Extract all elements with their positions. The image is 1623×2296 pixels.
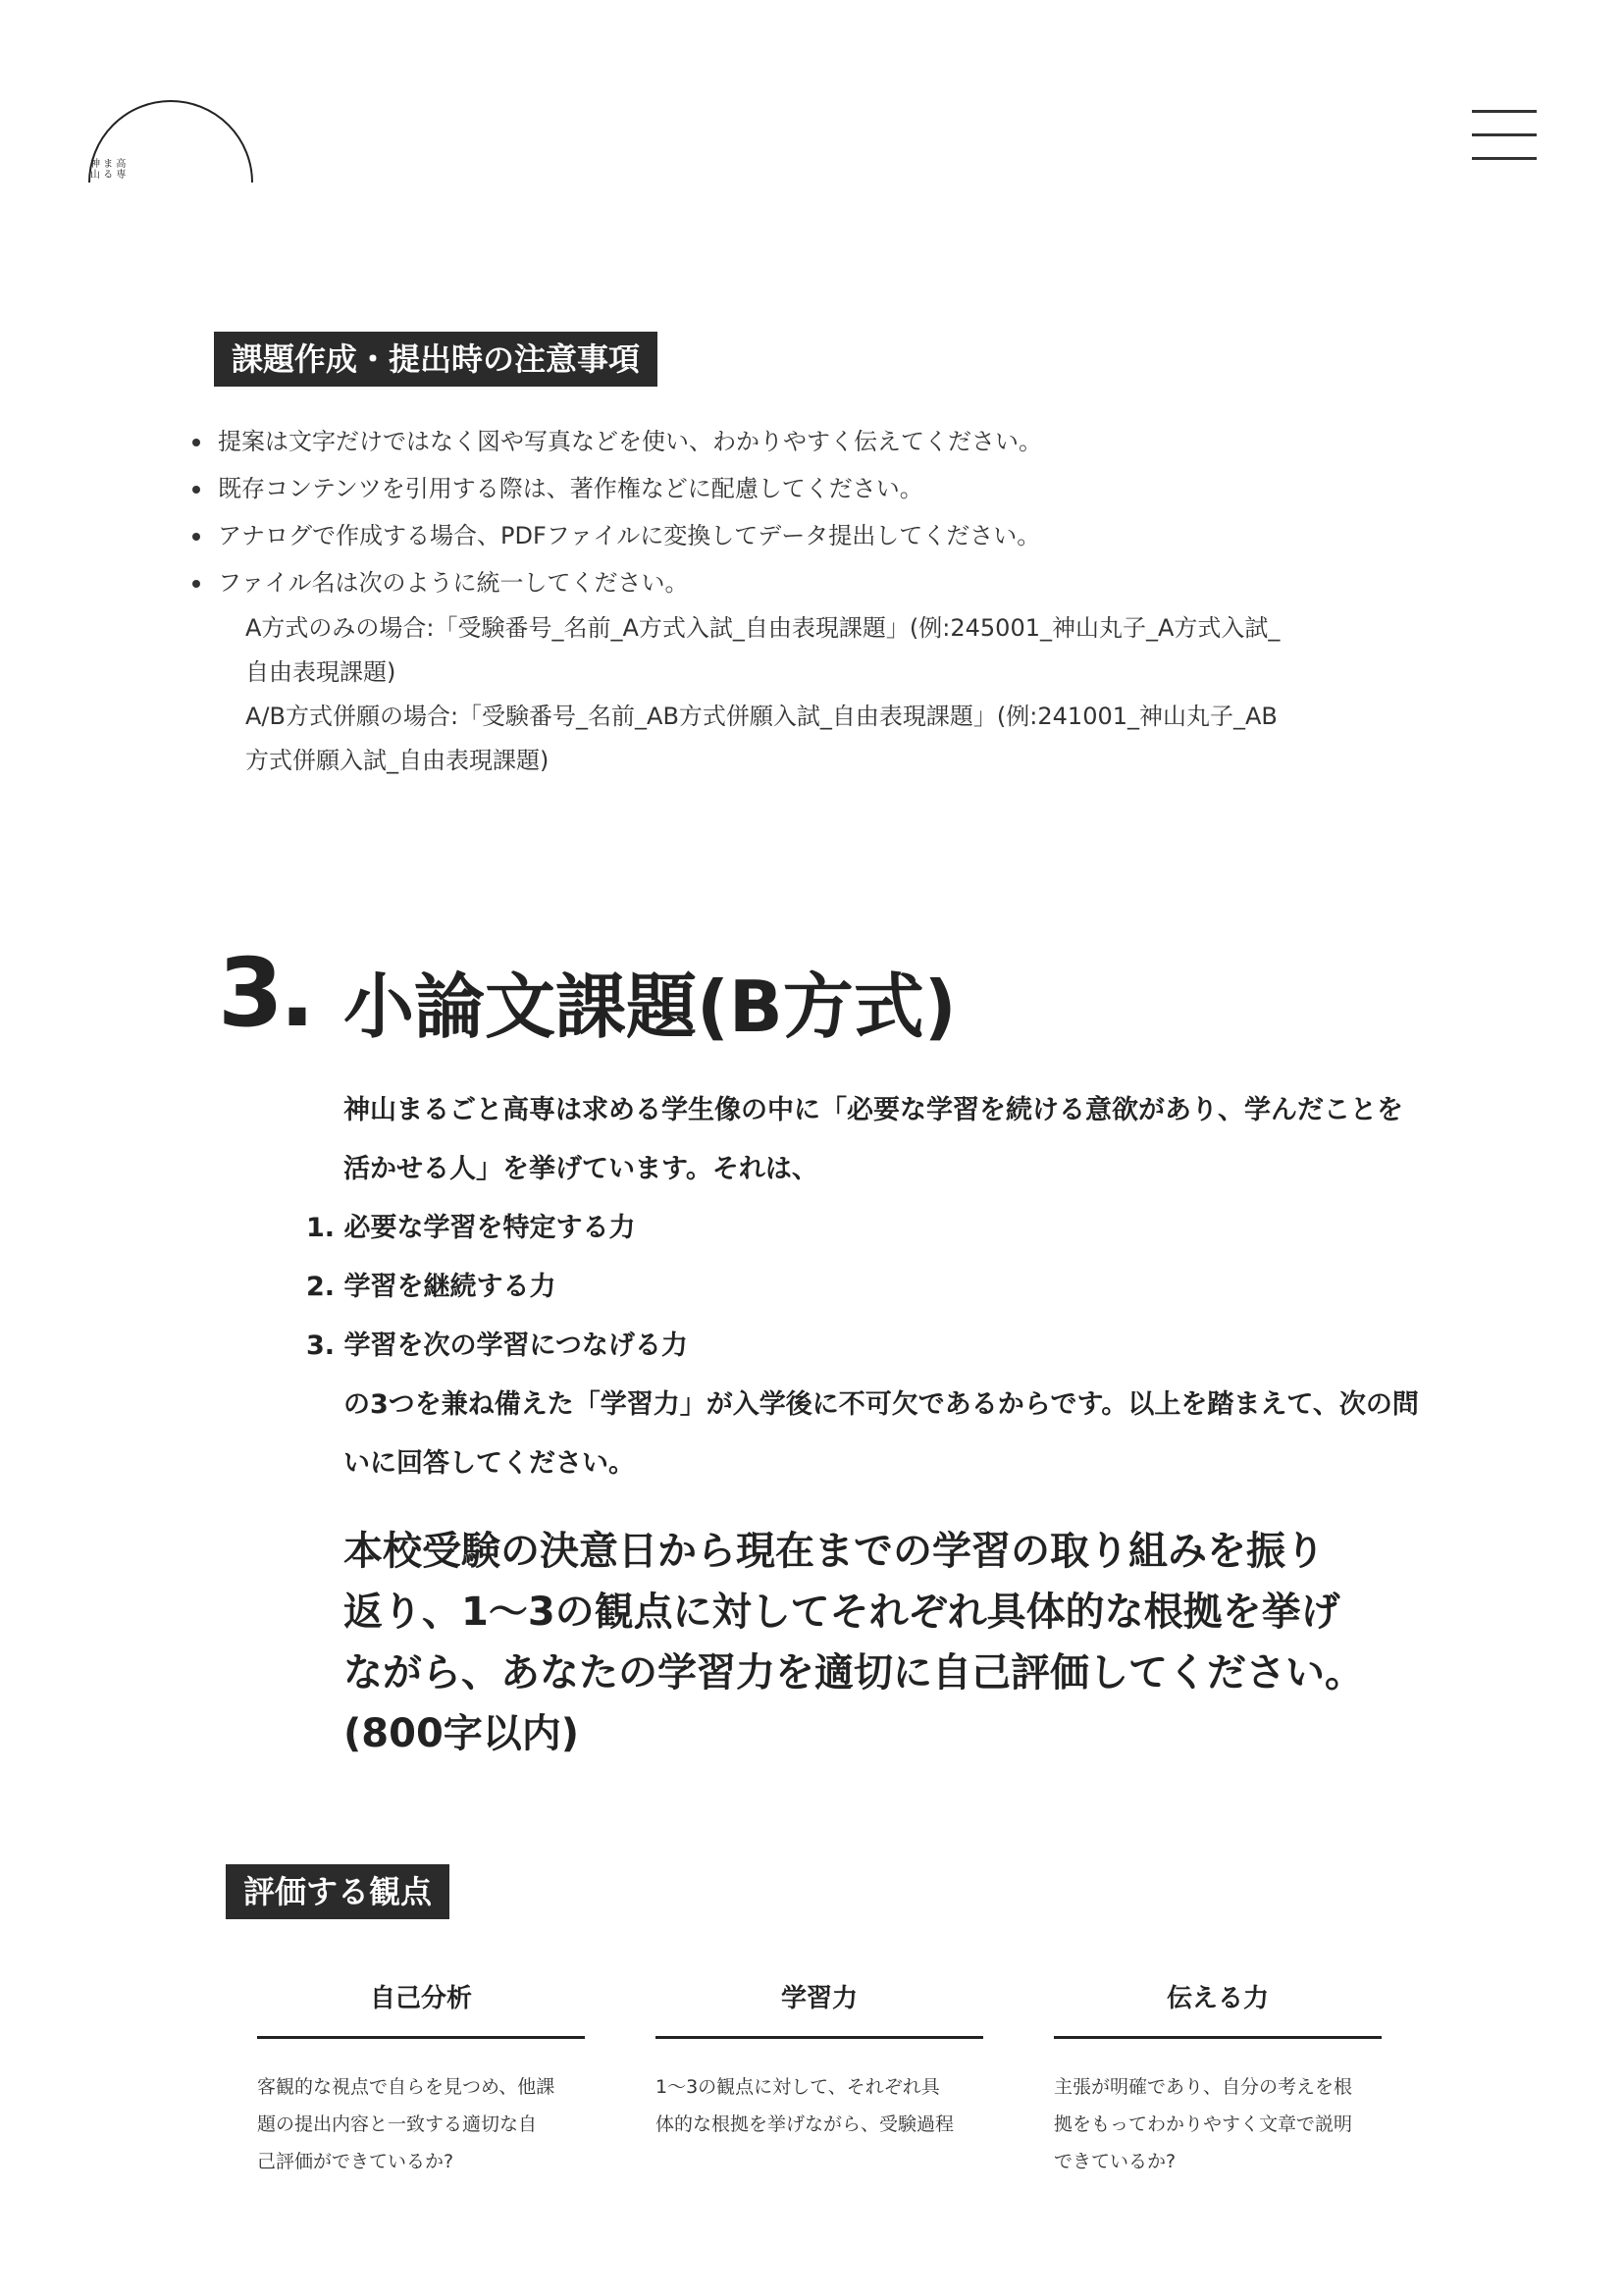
logo-line: 山 る 専 xyxy=(90,170,127,181)
file-rule-line: A方式のみの場合:「受験番号_名前_A方式入試_自由表現課題」(例:245001_神山丸子_A方式入試_ xyxy=(245,614,1281,642)
criteria-line: 客観的な視点で自らを見つめ、他課 xyxy=(257,2076,555,2098)
criteria-heading: 学習力 xyxy=(655,1978,983,2039)
section-after: の3つを兼ね備えた「学習力」が入学後に不可欠であるからです。以上を踏まえて、次の問いに回答してください。 xyxy=(343,1389,1419,1479)
criteria-line: 1〜3の観点に対して、それぞれ具 xyxy=(655,2076,940,2098)
criteria-description xyxy=(1054,2039,1382,2180)
question-line: 本校受験の決意日から現在までの学習の取り組みを振り xyxy=(343,1529,1325,1574)
criteria-heading: 自己分析 xyxy=(257,1978,585,2039)
question-line: 返り、1〜3の観点に対してそれぞれ具体的な根拠を挙げ xyxy=(343,1590,1340,1635)
criteria-heading: 伝える力 xyxy=(1054,1978,1382,2039)
notice-label: 課題作成・提出時の注意事項 xyxy=(214,332,657,387)
criteria-column xyxy=(655,1978,983,2143)
notice-list xyxy=(218,418,1415,783)
logo-text xyxy=(90,159,126,181)
list-item: 提案は文字だけではなく図や写真などを使い、わかりやすく伝えてください。 xyxy=(218,418,1415,465)
criteria-description xyxy=(655,2039,983,2143)
list-item: 1. 必要な学習を特定する力 xyxy=(306,1213,636,1243)
list-item: 2. 学習を継続する力 xyxy=(306,1272,556,1302)
question-line: (800字以内) xyxy=(343,1711,580,1756)
file-rule-line: 自由表現課題) xyxy=(245,658,396,686)
hamburger-menu-icon[interactable] xyxy=(1472,110,1537,161)
section-intro: 神山まるごと高専は求める学生像の中に「必要な学習を続ける意欲があり、学んだことを活かせる人」を挙げています。それは、 xyxy=(343,1095,1403,1184)
criteria-line: 拠をもってわかりやすく文章で説明 xyxy=(1054,2113,1353,2135)
file-rule-line: 方式併願入試_自由表現課題) xyxy=(245,747,550,774)
essay-question xyxy=(343,1521,1423,1764)
logo xyxy=(82,94,259,183)
list-item: 3. 学習を次の学習につなげる力 xyxy=(306,1331,688,1361)
criteria-line: 体的な根拠を挙げながら、受験過程 xyxy=(655,2113,955,2135)
criteria-line: できているか? xyxy=(1054,2151,1177,2172)
criteria-line: 主張が明確であり、自分の考えを根 xyxy=(1054,2076,1353,2098)
criteria-column xyxy=(257,1978,585,2180)
logo-line: 神 ま 高 xyxy=(90,159,127,170)
file-rule-line: A/B方式併願の場合:「受験番号_名前_AB方式併願入試_自由表現課題」(例:241001_神山丸子_AB xyxy=(245,703,1278,730)
criteria-line: 己評価ができているか? xyxy=(257,2151,454,2172)
criteria-description xyxy=(257,2039,585,2180)
ability-list xyxy=(306,1199,688,1376)
criteria-column xyxy=(1054,1978,1382,2180)
question-line: ながら、あなたの学習力を適切に自己評価してください。 xyxy=(343,1650,1364,1696)
criteria-line: 題の提出内容と一致する適切な自 xyxy=(257,2113,538,2135)
list-item: ファイル名は次のように統一してください。 xyxy=(218,559,1415,606)
list-item: アナログで作成する場合、PDFファイルに変換してデータ提出してください。 xyxy=(218,512,1415,559)
list-item: 既存コンテンツを引用する際は、著作権などに配慮してください。 xyxy=(218,465,1415,512)
section-number: 3. xyxy=(218,938,312,1048)
evaluation-label: 評価する観点 xyxy=(226,1864,449,1919)
section-title: 小論文課題(B方式) xyxy=(343,965,957,1048)
